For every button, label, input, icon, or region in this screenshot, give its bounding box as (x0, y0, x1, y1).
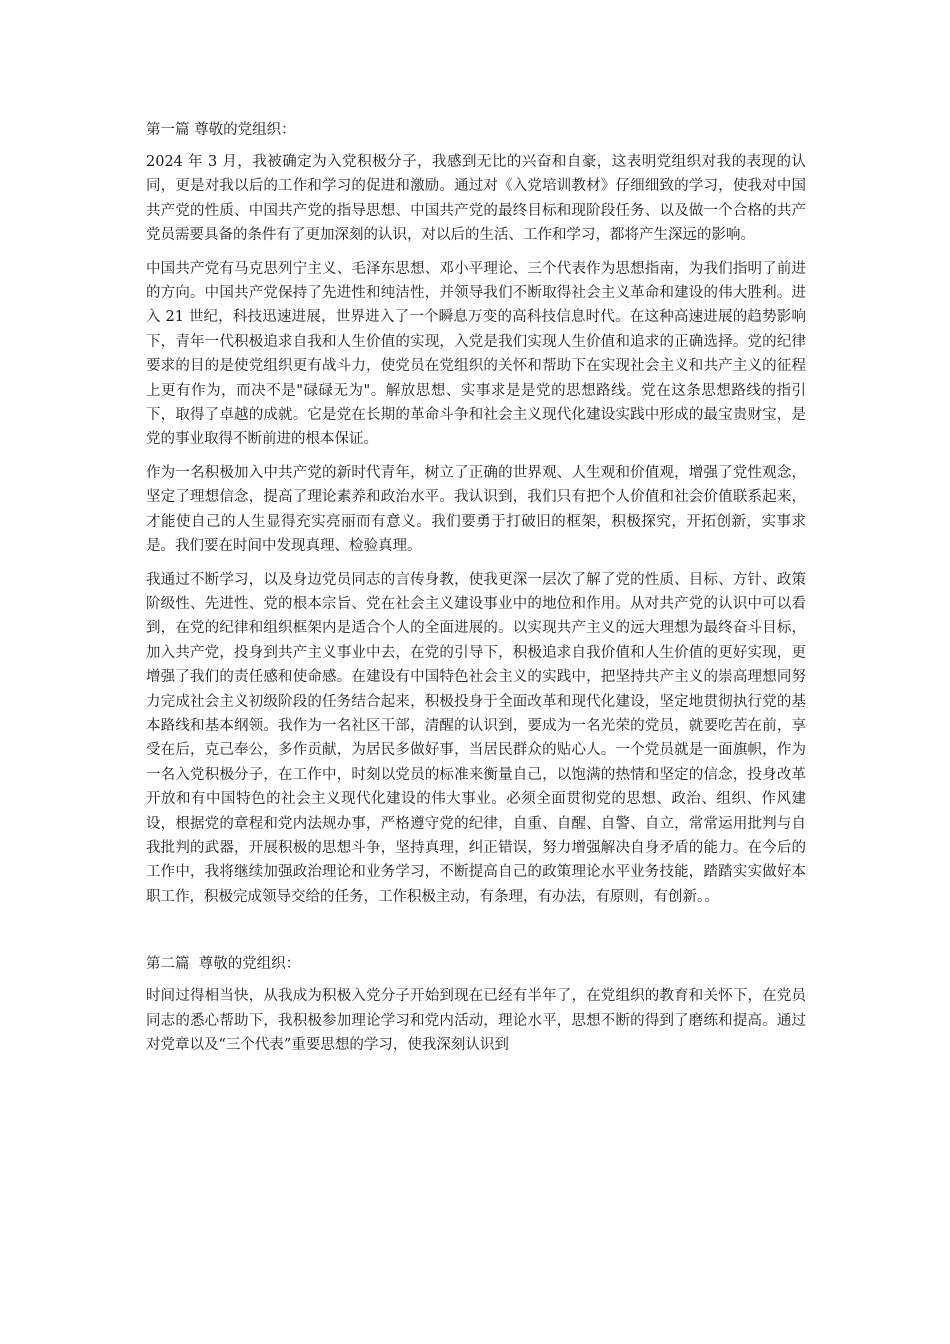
paragraph: 作为一名积极加入中共产党的新时代青年，树立了正确的世界观、人生观和价值观，增强了党性观念，坚定了理想信念，提高了理论素养和政治水平。我认识到，我们只有把个人价值和社会价值联系起来，才能使自己的人生显得充实亮丽而有意义。我们要勇于打破旧的框架，积极探究，开拓创新，实事求是。我们要在时间中发现真理、检验真理。 (146, 464, 806, 555)
section-2 (146, 952, 806, 1057)
section-heading: 第二篇 尊敬的党组织： (146, 956, 301, 973)
paragraph: 我通过不断学习，以及身边党员同志的言传身教，使我更深一层次了解了党的性质、目标、方针、政策阶级性、先进性、党的根本宗旨、党在社会主义建设事业中的地位和作用。从对共产党的认识中可以看到，在党的纪律和组织框架内是适合个人的全面进展的。以实现共产主义的远大理想为最终奋斗目标，加入共产党，投身到共产主义事业中去，在党的引导下，积极追求自我价值和人生价值的更好实现，更增强了我们的责任感和使命感。在建设有中国特色社会主义的实践中，把坚持共产主义的崇高理想同努力完成社会主义初级阶段的任务结合起来，积极投身于全面改革和现代化建设，坚定地贯彻执行党的基本路线和基本纲领。我作为一名社区干部，清醒的认识到，要成为一名光荣的党员，就要吃苦在前，享受在后，克己奉公，多作贡献，为居民多做好事，当居民群众的贴心人。一个党员就是一面旗帜，作为一名入党积极分子，在工作中，时刻以党员的标准来衡量自己，以饱满的热情和坚定的信念，投身改革开放和有中国特色的社会主义现代化建设的伟大事业。必须全面贯彻党的思想、政治、组织、作风建设，根据党的章程和党内法规办事，严格遵守党的纪律，自重、自醒、自警、自立，常常运用批判与自我批判的武器，开展积极的思想斗争，坚持真理，纠正错误，努力增强解决自身矛盾的能力。在今后的工作中，我将继续加强政治理论和业务学习，不断提高自己的政策理论水平业务技能，踏踏实实做好本职工作，积极完成领导交给的任务，工作积极主动，有条理，有办法，有原则，有创新。。 (146, 571, 806, 905)
paragraph: 中国共产党有马克思列宁主义、毛泽东思想、邓小平理论、三个代表作为思想指南，为我们指明了前进的方向。中国共产党保持了先进性和纯洁性，并领导我们不断取得社会主义革命和建设的伟大胜利。进入 21 世纪，科技迅速进展，世界进入了一个瞬息万变的高科技信息时代。在这种高速进展的趋势影响下，青年一代积极追求自我和人生价值的实现，入党是我们实现人生价值和追求的正确选择。党的纪律要求的目的是使党组织更有战斗力，使党员在党组织的关怀和帮助下在实现社会主义和共产主义的征程上更有作为，而决不是"碌碌无为"。解放思想、实事求是是党的思想路线。党在这条思想路线的指引下，取得了卓越的成就。它是党在长期的革命斗争和社会主义现代化建设实践中形成的最宝贵财宝，是党的事业取得不断前进的根本保证。 (146, 260, 806, 448)
document-page (146, 118, 806, 1066)
paragraph: 2024 年 3 月，我被确定为入党积极分子，我感到无比的兴奋和自豪，这表明党组织对我的表现的认同，更是对我以后的工作和学习的促进和激励。通过对《入党培训教材》仔细细致的学习，使我对中国共产党的性质、中国共产党的指导思想、中国共产党的最终目标和现阶段任务、以及做一个合格的共产党员需要具备的条件有了更加深刻的认识，对以后的生活、工作和学习，都将产生深远的影响。 (146, 154, 806, 244)
section-1 (146, 118, 806, 909)
section-divider (146, 918, 806, 952)
paragraph: 时间过得相当快，从我成为积极入党分子开始到现在已经有半年了，在党组织的教育和关怀下，在党员同志的悉心帮助下，我积极参加理论学习和党内活动，理论水平，思想不断的得到了磨练和提高。通过对党章以及“三个代表”重要思想的学习，使我深刻认识到 (146, 988, 806, 1053)
section-heading: 第一篇 尊敬的党组织： (146, 122, 296, 138)
